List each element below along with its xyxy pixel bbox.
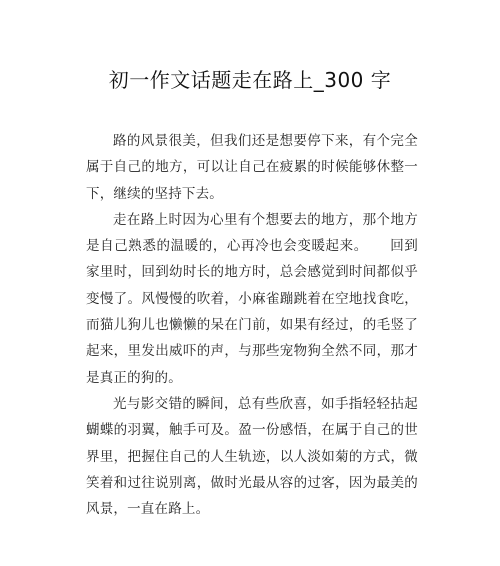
article-body: [86, 128, 418, 522]
paragraph-2-continued-text: 回到家里时，回到幼时长的地方时，总会感觉到时间都似乎变慢了。风慢慢的吹着，小麻雀蹦跳着在空地找食吃，而猫儿狗儿也懒懒的呆在门前，如果有经过，的毛竖了起来，里发出威吓的声，与那些宠物狗全然不同，那才是真正的狗的。: [86, 238, 418, 386]
paragraph-1: 路的风景很美，但我们还是想要停下来，有个完全属于自己的地方，可以让自己在疲累的时候能够休整一下，继续的坚持下去。: [86, 133, 418, 202]
paragraph-2: [86, 207, 418, 391]
paragraph-3: 光与影交错的瞬间，总有些欣喜，如手指轻轻拈起蝴蝶的羽翼，触手可及。盈一份感悟，在属于自己的世界里，把握住自己的人生轨迹，以人淡如菊的方式，微笑着和过往说别离，做时光最从容的过客，因为最美的风景，一直在路上。: [86, 395, 418, 518]
page-title: 初一作文话题走在路上_300 字: [108, 68, 392, 92]
paragraph-2-text: 走在路上时因为心里有个想要去的地方，那个地方是自己熟悉的温暖的，心再冷也会变暖起来。: [86, 211, 418, 255]
